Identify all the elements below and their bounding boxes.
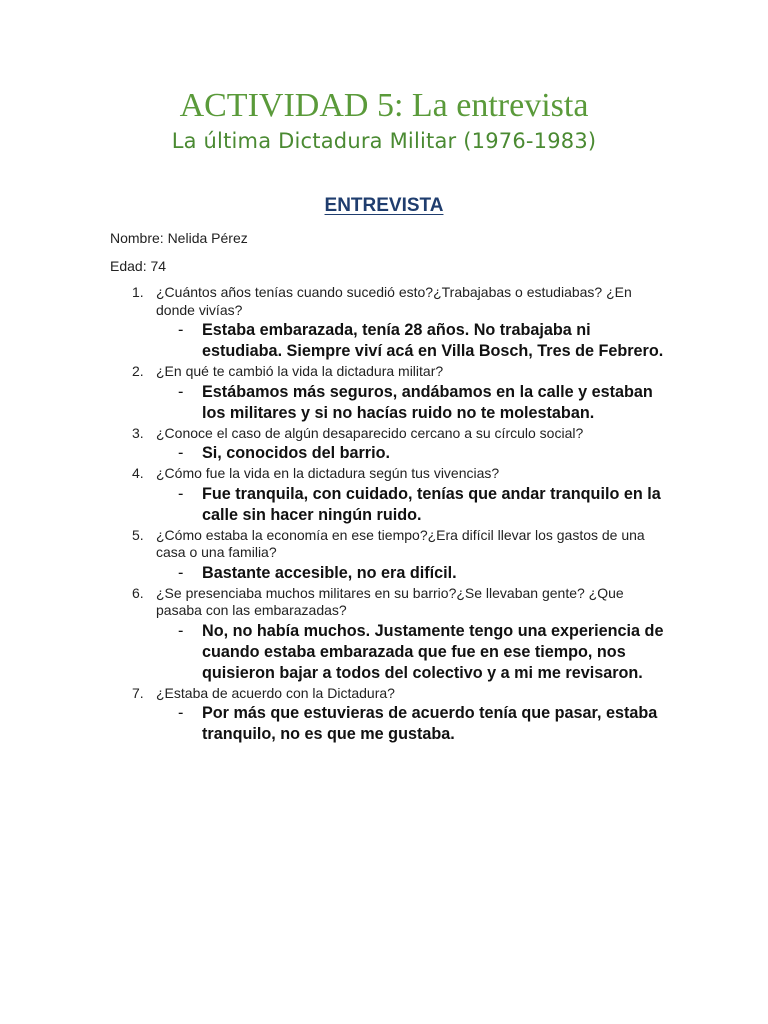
page-title: ACTIVIDAD 5: La entrevista [179, 87, 589, 124]
list-item [110, 585, 670, 684]
answer-marker: - [178, 621, 184, 640]
question [110, 527, 670, 562]
list-item [110, 363, 670, 424]
list-item [110, 284, 670, 362]
list-item [110, 465, 670, 526]
question-number: 7. [132, 684, 144, 701]
answer [110, 320, 670, 362]
answer-text: Por más que estuvieras de acuerdo tenía que pasar, estaba tranquilo, no es que me gustaba. [202, 704, 658, 743]
answer-text: Estaba embarazada, tenía 28 años. No trabajaba ni estudiaba. Siempre viví acá en Villa Bosch, Tres de Febrero. [202, 321, 664, 360]
answer [110, 484, 670, 526]
section-heading [0, 194, 768, 218]
list-item [110, 425, 670, 465]
question-number: 5. [132, 526, 144, 543]
question-text: ¿Cómo fue la vida en la dictadura según tus vivencias? [156, 465, 500, 481]
answer [110, 443, 670, 464]
question [110, 685, 670, 703]
question-number: 2. [132, 363, 144, 379]
answer-text: Fue tranquila, con cuidado, tenías que andar tranquilo en la calle sin hacer ningún ruido. [202, 484, 661, 524]
answer-marker: - [178, 484, 184, 503]
answer-text: No, no había muchos. Justamente tengo una experiencia de cuando estaba embarazada que fue en ese tiempo, nos quisieron bajar a todos del colectivo y a mi me revisaron. [202, 621, 664, 682]
question-number: 1. [132, 284, 144, 300]
interview-list [110, 284, 670, 746]
question-text: ¿Cuántos años tenías cuando sucedió esto?¿Trabajabas o estudiabas? ¿En donde vivías? [156, 284, 632, 318]
answer-text: Estábamos más seguros, andábamos en la calle y estaban los militares y si no hacías ruido no te molestaban. [202, 382, 653, 422]
list-item [110, 685, 670, 746]
page-subtitle: La última Dictadura Militar (1976-1983) [171, 129, 597, 153]
question-number: 6. [132, 584, 144, 601]
question-number: 4. [132, 465, 144, 481]
answer-marker: - [178, 321, 184, 339]
answer-marker: - [178, 704, 184, 722]
question-text: ¿Se presenciaba muchos militares en su barrio?¿Se llevaban gente? ¿Que pasaba con las embarazadas? [156, 584, 624, 618]
answer-marker: - [178, 444, 184, 462]
list-item [110, 527, 670, 584]
question [110, 585, 670, 620]
interviewee-age: Edad: 74 [110, 258, 167, 274]
question [110, 425, 670, 443]
question [110, 465, 670, 483]
answer [110, 621, 670, 684]
answer-text: Si, conocidos del barrio. [202, 444, 390, 462]
question [110, 284, 670, 319]
question-text: ¿Conoce el caso de algún desaparecido cercano a su círculo social? [156, 424, 584, 441]
question-text: ¿En qué te cambió la vida la dictadura militar? [156, 363, 444, 379]
answer-marker: - [178, 382, 184, 401]
answer-marker: - [178, 563, 184, 582]
question-number: 3. [132, 424, 144, 441]
interviewee-name: Nombre: Nelida Pérez [110, 230, 248, 246]
question [110, 363, 670, 381]
answer [110, 563, 670, 584]
answer [110, 382, 670, 424]
answer-text: Bastante accesible, no era difícil. [202, 563, 457, 582]
question-text: ¿Cómo estaba la economía en ese tiempo?¿Era difícil llevar los gastos de una casa o una familia? [156, 526, 645, 560]
answer [110, 703, 670, 745]
section-heading-text: ENTREVISTA [324, 195, 444, 216]
question-text: ¿Estaba de acuerdo con la Dictadura? [156, 684, 395, 701]
